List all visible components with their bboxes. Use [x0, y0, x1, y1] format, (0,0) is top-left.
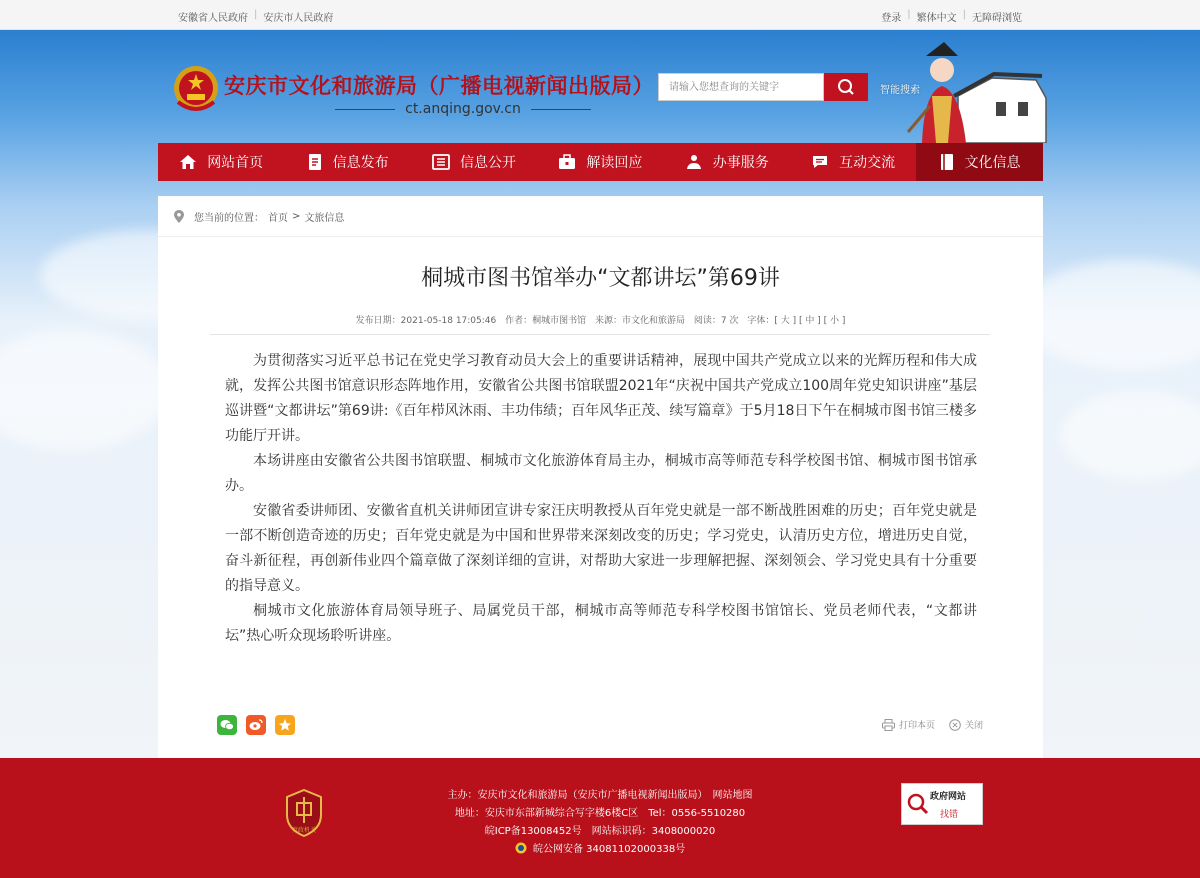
- top-bar: [0, 0, 1200, 30]
- police-badge-icon: [515, 842, 527, 854]
- weibo-share-button[interactable]: [246, 715, 266, 735]
- tab-label: 办事服务: [712, 155, 769, 171]
- paragraph: 安徽省委讲师团、安徽省直机关讲师团宣讲专家汪庆明教授从百年党史就是一部不断战胜困难的历史；百年党史就是一部不断创造奇迹的历史；百年党史就是为中国和世界带来深刻改变的历史；学习党史，认清历史方位，增进历史自觉，奋斗新征程，再创新伟业四个篇章做了深刻详细的宣讲，对帮助大家进一步理解把握、深刻领会、学习党史具有十分重要的指导意义。: [225, 503, 977, 594]
- tab-label: 互动交流: [839, 155, 896, 171]
- close-icon: [949, 719, 961, 731]
- magnifier-icon: [906, 792, 930, 816]
- document-icon: [307, 153, 323, 171]
- tab-interpretation[interactable]: [537, 143, 663, 181]
- breadcrumb-separator: >: [292, 211, 301, 222]
- police-record-text[interactable]: 皖公网安备 34081102000338号: [532, 844, 686, 855]
- tab-label: 信息公开: [459, 155, 516, 171]
- wechat-icon: [220, 719, 234, 731]
- site-footer: [0, 758, 1200, 878]
- search-input[interactable]: 请输入您想查询的关键字: [658, 73, 824, 101]
- footer-police-record: [0, 840, 1200, 855]
- service-icon: [685, 154, 703, 170]
- article-card: [158, 196, 1043, 758]
- publish-date: 发布日期：2021-05-18 17:05:46: [355, 316, 497, 326]
- tab-label: 信息发布: [332, 155, 389, 171]
- close-button[interactable]: [949, 718, 983, 731]
- paragraph: 本场讲座由安徽省公共图书馆联盟、桐城市文化旅游体育局主办，桐城市高等师范专科学校图书馆、桐城市图书馆承办。: [225, 453, 977, 494]
- tab-label: 解读回应: [586, 155, 643, 171]
- print-button[interactable]: [882, 718, 935, 731]
- print-label: 打印本页: [898, 721, 935, 731]
- footer-address: 地址：安庆市东部新城综合写字楼6楼C区 Tel：0556-5510280: [454, 808, 746, 819]
- divider: |: [907, 9, 911, 20]
- gov-website-error-report[interactable]: [901, 783, 983, 825]
- tab-culture-info[interactable]: [916, 143, 1042, 181]
- tab-services[interactable]: [664, 143, 790, 181]
- search-icon: [824, 73, 868, 101]
- footer-sponsor: 主办：安庆市文化和旅游局（安庆市广播电视新闻出版局） 网站地图: [447, 790, 753, 801]
- gov-error-sub: 找错: [940, 810, 959, 820]
- list-icon: [432, 154, 450, 170]
- font-size-switcher[interactable]: 字体：[ 大 ] [ 中 ] [ 小 ]: [747, 316, 846, 326]
- breadcrumb: [174, 209, 344, 224]
- printer-icon: [882, 719, 895, 731]
- accessibility-link[interactable]: 无障碍浏览: [972, 13, 1022, 24]
- article-body: [225, 349, 977, 649]
- tab-info-disclosure[interactable]: [411, 143, 537, 181]
- home-icon: [179, 154, 197, 170]
- breadcrumb-home[interactable]: 首页: [268, 213, 288, 224]
- favorite-share-button[interactable]: [275, 715, 295, 735]
- tab-home[interactable]: [158, 143, 284, 181]
- star-icon: [278, 718, 292, 732]
- article-title: 桐城市图书馆举办“文都讲坛”第69讲: [421, 266, 780, 291]
- national-emblem-icon: [172, 64, 220, 114]
- site-domain-text: ct.anqing.gov.cn: [405, 101, 521, 117]
- briefcase-icon: [558, 154, 576, 170]
- badge-text: 党政机关: [291, 827, 316, 834]
- divider: |: [962, 9, 966, 20]
- tab-label: 网站首页: [207, 155, 264, 171]
- gov-error-title: 政府网站: [930, 792, 967, 802]
- paragraph: 桐城市文化旅游体育局领导班子、局属党员干部，桐城市高等师范专科学校图书馆馆长、党员老师代表，“文都讲坛”热心听众现场聆听讲座。: [225, 603, 977, 644]
- chat-icon: [811, 154, 829, 170]
- traditional-chinese-link[interactable]: 繁体中文: [916, 13, 957, 24]
- author: 作者：桐城市图书馆: [505, 316, 587, 326]
- book-icon: [939, 153, 955, 171]
- article-meta: [158, 313, 1043, 326]
- breadcrumb-prefix: 您当前的位置：: [194, 213, 264, 224]
- location-pin-icon: [174, 210, 184, 223]
- divider: |: [254, 9, 258, 20]
- tab-info-release[interactable]: [284, 143, 410, 181]
- search-button[interactable]: [824, 73, 868, 101]
- divider: [210, 334, 990, 335]
- article-tools: [882, 718, 983, 731]
- share-bar: [217, 715, 295, 735]
- source: 来源：市文化和旅游局: [595, 316, 686, 326]
- main-nav: [158, 143, 1043, 181]
- login-link[interactable]: 登录: [881, 13, 902, 24]
- view-count: 阅读：7 次: [693, 316, 739, 326]
- divider: [158, 236, 1043, 237]
- close-label: 关闭: [964, 721, 983, 731]
- site-header: [158, 30, 1043, 143]
- breadcrumb-current[interactable]: 文旅信息: [304, 213, 345, 224]
- tab-label: 文化信息: [964, 155, 1021, 171]
- footer-icp: 皖ICP备13008452号 网站标识码：3408000020: [484, 826, 716, 837]
- tab-interaction[interactable]: [790, 143, 916, 181]
- smart-search-link[interactable]: 智能搜索: [880, 85, 920, 96]
- site-title: 安庆市文化和旅游局（广播电视新闻出版局）: [224, 73, 654, 98]
- opera-mascot-image: [896, 36, 1048, 143]
- paragraph: 为贯彻落实习近平总书记在党史学习教育动员大会上的重要讲话精神，展现中国共产党成立以来的光辉历程和伟大成就，发挥公共图书馆意识形态阵地作用，安徽省公共图书馆联盟2021年“庆祝中国共产党成立100周年党史知识讲座”基层巡讲暨“文都讲坛”第69讲:《百年栉风沐雨、丰功伟绩；百年风华正茂、续写篇章》于5月18日下午在桐城市图书馆三楼多功能厅开讲。: [225, 353, 977, 444]
- link-anqing-gov[interactable]: 安庆市人民政府: [263, 13, 334, 24]
- link-anhui-gov[interactable]: 安徽省人民政府: [178, 13, 248, 24]
- site-domain: [308, 101, 618, 117]
- weibo-icon: [249, 719, 263, 731]
- wechat-share-button[interactable]: [217, 715, 237, 735]
